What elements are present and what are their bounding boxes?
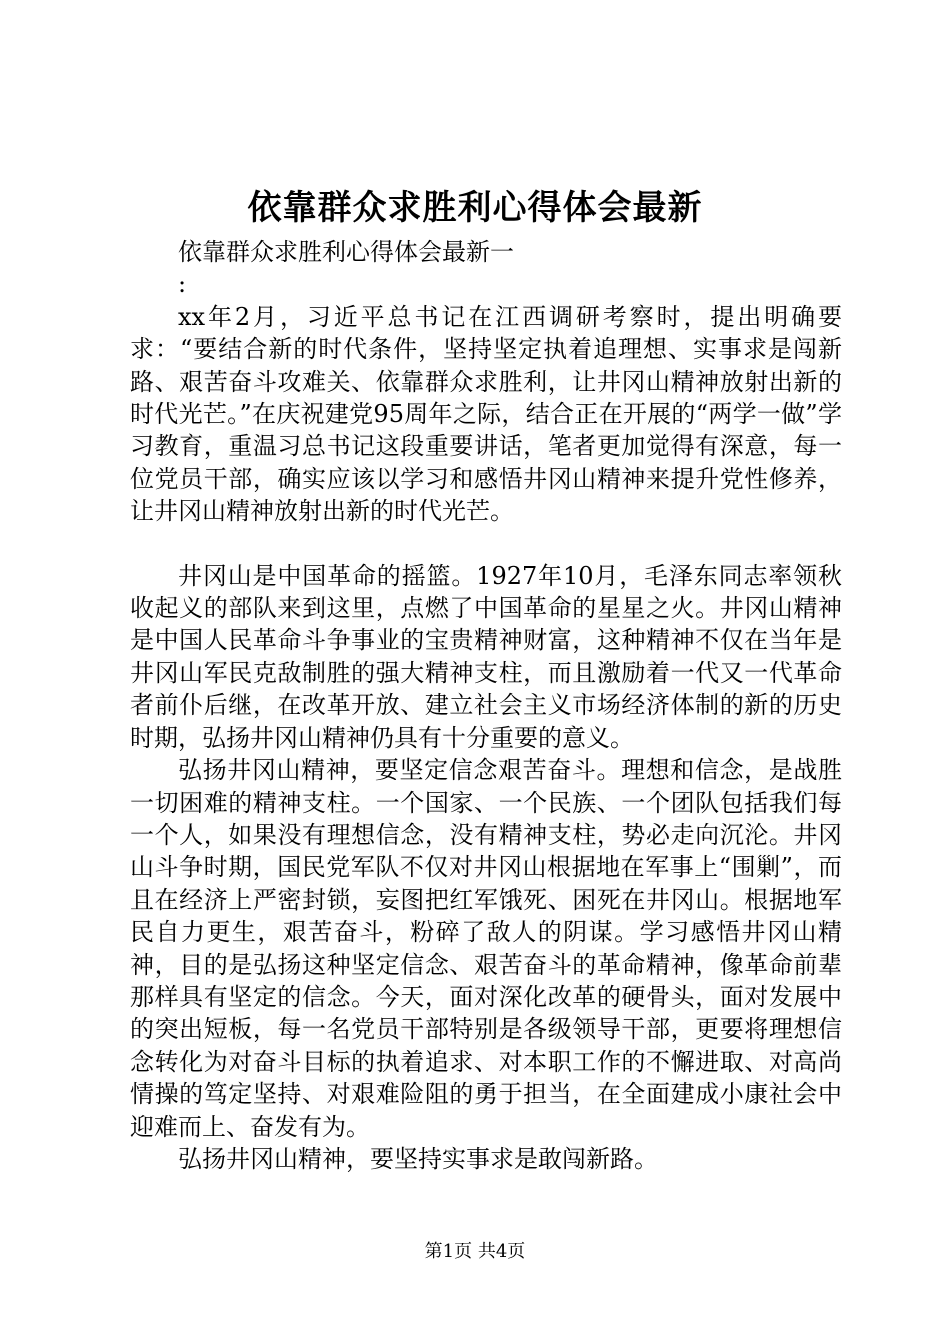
page-number-footer: 第1页 共4页	[424, 1241, 526, 1262]
paragraph-4: 弘扬井冈山精神，要坚持实事求是敢闯新路。	[178, 1144, 658, 1173]
paragraph-2: 井冈山是中国革命的摇篮。1927年10月，毛泽东同志率领秋收起义的部队来到这里，点燃了中国革命的星星之火。井冈山精神是中国人民革命斗争事业的宝贵精神财富，这种精神不仅在当年是井冈山军民克敌制胜的强大精神支柱，而且激励着一代又一代革命者前仆后继，在改革开放、建立社会主义市场经济体制的新的历史时期，弘扬井冈山精神仍具有十分重要的意义。	[130, 561, 842, 752]
paragraph-1: xx年2月，习近平总书记在江西调研考察时，提出明确要求：“要结合新的时代条件，坚持坚定执着追理想、实事求是闯新路、艰苦奋斗攻难关、依靠群众求胜利，让井冈山精神放射出新的时代光芒。”在庆祝建党95周年之际，结合正在开展的“两学一做”学习教育，重温习总书记这段重要讲话，笔者更加觉得有深意，每一位党员干部，确实应该以学习和感悟井冈山精神来提升党性修养，让井冈山精神放射出新的时代光芒。	[130, 302, 842, 526]
document-body	[130, 236, 842, 1175]
paragraph-3: 弘扬井冈山精神，要坚定信念艰苦奋斗。理想和信念，是战胜一切困难的精神支柱。一个国家、一个民族、一个团队包括我们每一个人，如果没有理想信念，没有精神支柱，势必走向沉沦。井冈山斗争时期，国民党军队不仅对井冈山根据地在军事上“围剿”，而且在经济上严密封锁，妄图把红军饿死、困死在井冈山。根据地军民自力更生，艰苦奋斗，粉碎了敌人的阴谋。学习感悟井冈山精神，目的是弘扬这种坚定信念、艰苦奋斗的革命精神，像革命前辈那样具有坚定的信念。今天，面对深化改革的硬骨头，面对发展中的突出短板，每一名党员干部特别是各级领导干部，更要将理想信念转化为对奋斗目标的执着追求、对本职工作的不懈进取、对高尚情操的笃定坚持、对艰难险阻的勇于担当，在全面建成小康社会中迎难而上、奋发有为。	[130, 756, 842, 1141]
section-subtitle: 依靠群众求胜利心得体会最新一	[178, 238, 514, 266]
document-title: 依靠群众求胜利心得体会最新	[247, 188, 703, 228]
subtitle-colon: :	[178, 270, 187, 299]
paragraph-spacer	[130, 528, 842, 560]
